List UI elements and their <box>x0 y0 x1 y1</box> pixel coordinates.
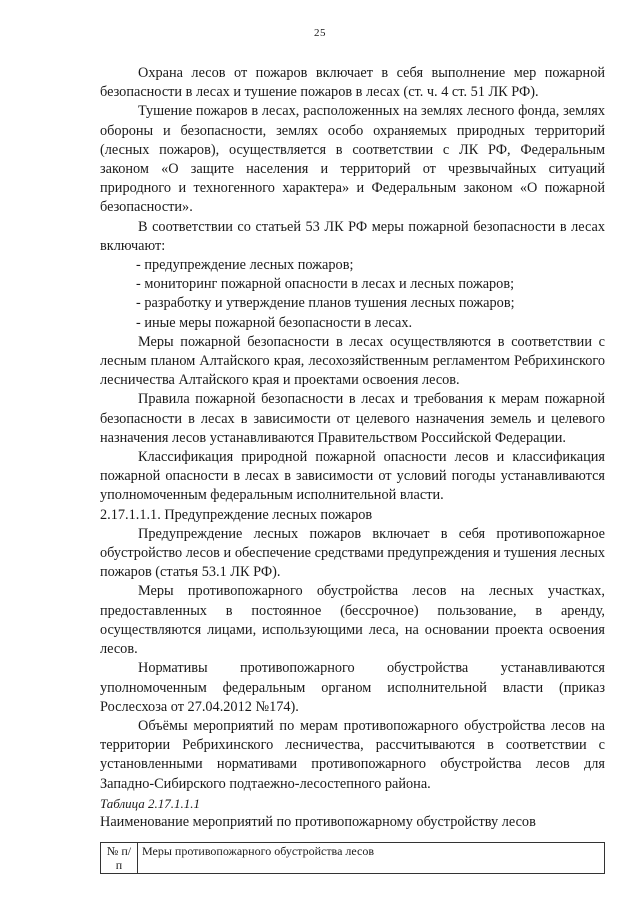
paragraph: Нормативы противопожарного обустройства устанавливаются уполномоченным федеральным органом исполнительной власти (приказ Рослесхоза от 27.04.2012 №174). <box>100 660 605 715</box>
paragraph: Меры противопожарного обустройства лесов на лесных участках, предоставленных в постоянное (бессрочное) пользование, в аренду, осуществляются лицами, использующими леса, на основании проекта освоения лесов. <box>100 583 605 658</box>
col-measures-header: Меры противопожарного обустройства лесов <box>138 843 605 874</box>
paragraph: Меры пожарной безопасности в лесах осуществляются в соответствии с лесным планом Алтайского края, лесохозяйственным регламентом Ребрихинского лесничества Алтайского края и проектами освоения лесов. <box>100 333 605 389</box>
paragraph: Правила пожарной безопасности в лесах и требования к мерам пожарной безопасности в лесах в зависимости от целевого назначения земель и целевого назначения лесов устанавливаются Правительством Российской Федерации. <box>100 391 605 446</box>
table-caption: Таблица 2.17.1.1.1 <box>100 795 201 811</box>
paragraph: Предупреждение лесных пожаров включает в себя противопожарное обустройство лесов и обеспечение средствами предупреждения и тушения лесных пожаров (статья 53.1 ЛК РФ). <box>100 525 605 581</box>
paragraph: Тушение пожаров в лесах, расположенных на землях лесного фонда, землях обороны и безопасности, землях особо охраняемых природных территорий (лесных пожаров), осуществляется в соответствии с ЛК РФ, Федеральным законом «О защите населения и территорий от чрезвычайных ситуаций природного и техногенного характера» и Федеральным законом «О пожарной безопасности». <box>100 103 605 216</box>
list-item: - разработку и утверждение планов тушения лесных пожаров; <box>136 295 515 312</box>
document-body <box>100 64 605 874</box>
page-number: 25 <box>314 27 326 39</box>
list-item: - предупреждение лесных пожаров; <box>136 257 354 274</box>
paragraph: Классификация природной пожарной опасности лесов и классификация пожарной опасности в лесах в зависимости от условий погоды устанавливаются уполномоченным федеральным исполнительной власти. <box>100 449 605 504</box>
section-heading: 2.17.1.1.1. Предупреждение лесных пожаров <box>100 506 373 523</box>
measures-table <box>100 842 605 874</box>
table-title: Наименование мероприятий по противопожарному обустройству лесов <box>100 813 536 830</box>
paragraph: В соответствии со статьей 53 ЛК РФ меры пожарной безопасности в лесах включают: <box>100 218 605 254</box>
list-item: - мониторинг пожарной опасности в лесах и лесных пожаров; <box>136 276 515 293</box>
paragraph: Охрана лесов от пожаров включает в себя выполнение мер пожарной безопасности в лесах и тушение пожаров в лесах (ст. ч. 4 ст. 51 ЛК РФ). <box>100 65 605 101</box>
table-header-row <box>101 843 605 874</box>
list-item: - иные меры пожарной безопасности в лесах. <box>136 314 413 331</box>
col-number-header: № п/п <box>101 843 138 874</box>
paragraph: Объёмы мероприятий по мерам противопожарного обустройства лесов на территории Ребрихинского лесничества, рассчитываются в соответствии с установленными нормативами противопожарного обустройства лесов для Западно-Сибирского подтаежно-лесостепного района. <box>100 717 605 792</box>
